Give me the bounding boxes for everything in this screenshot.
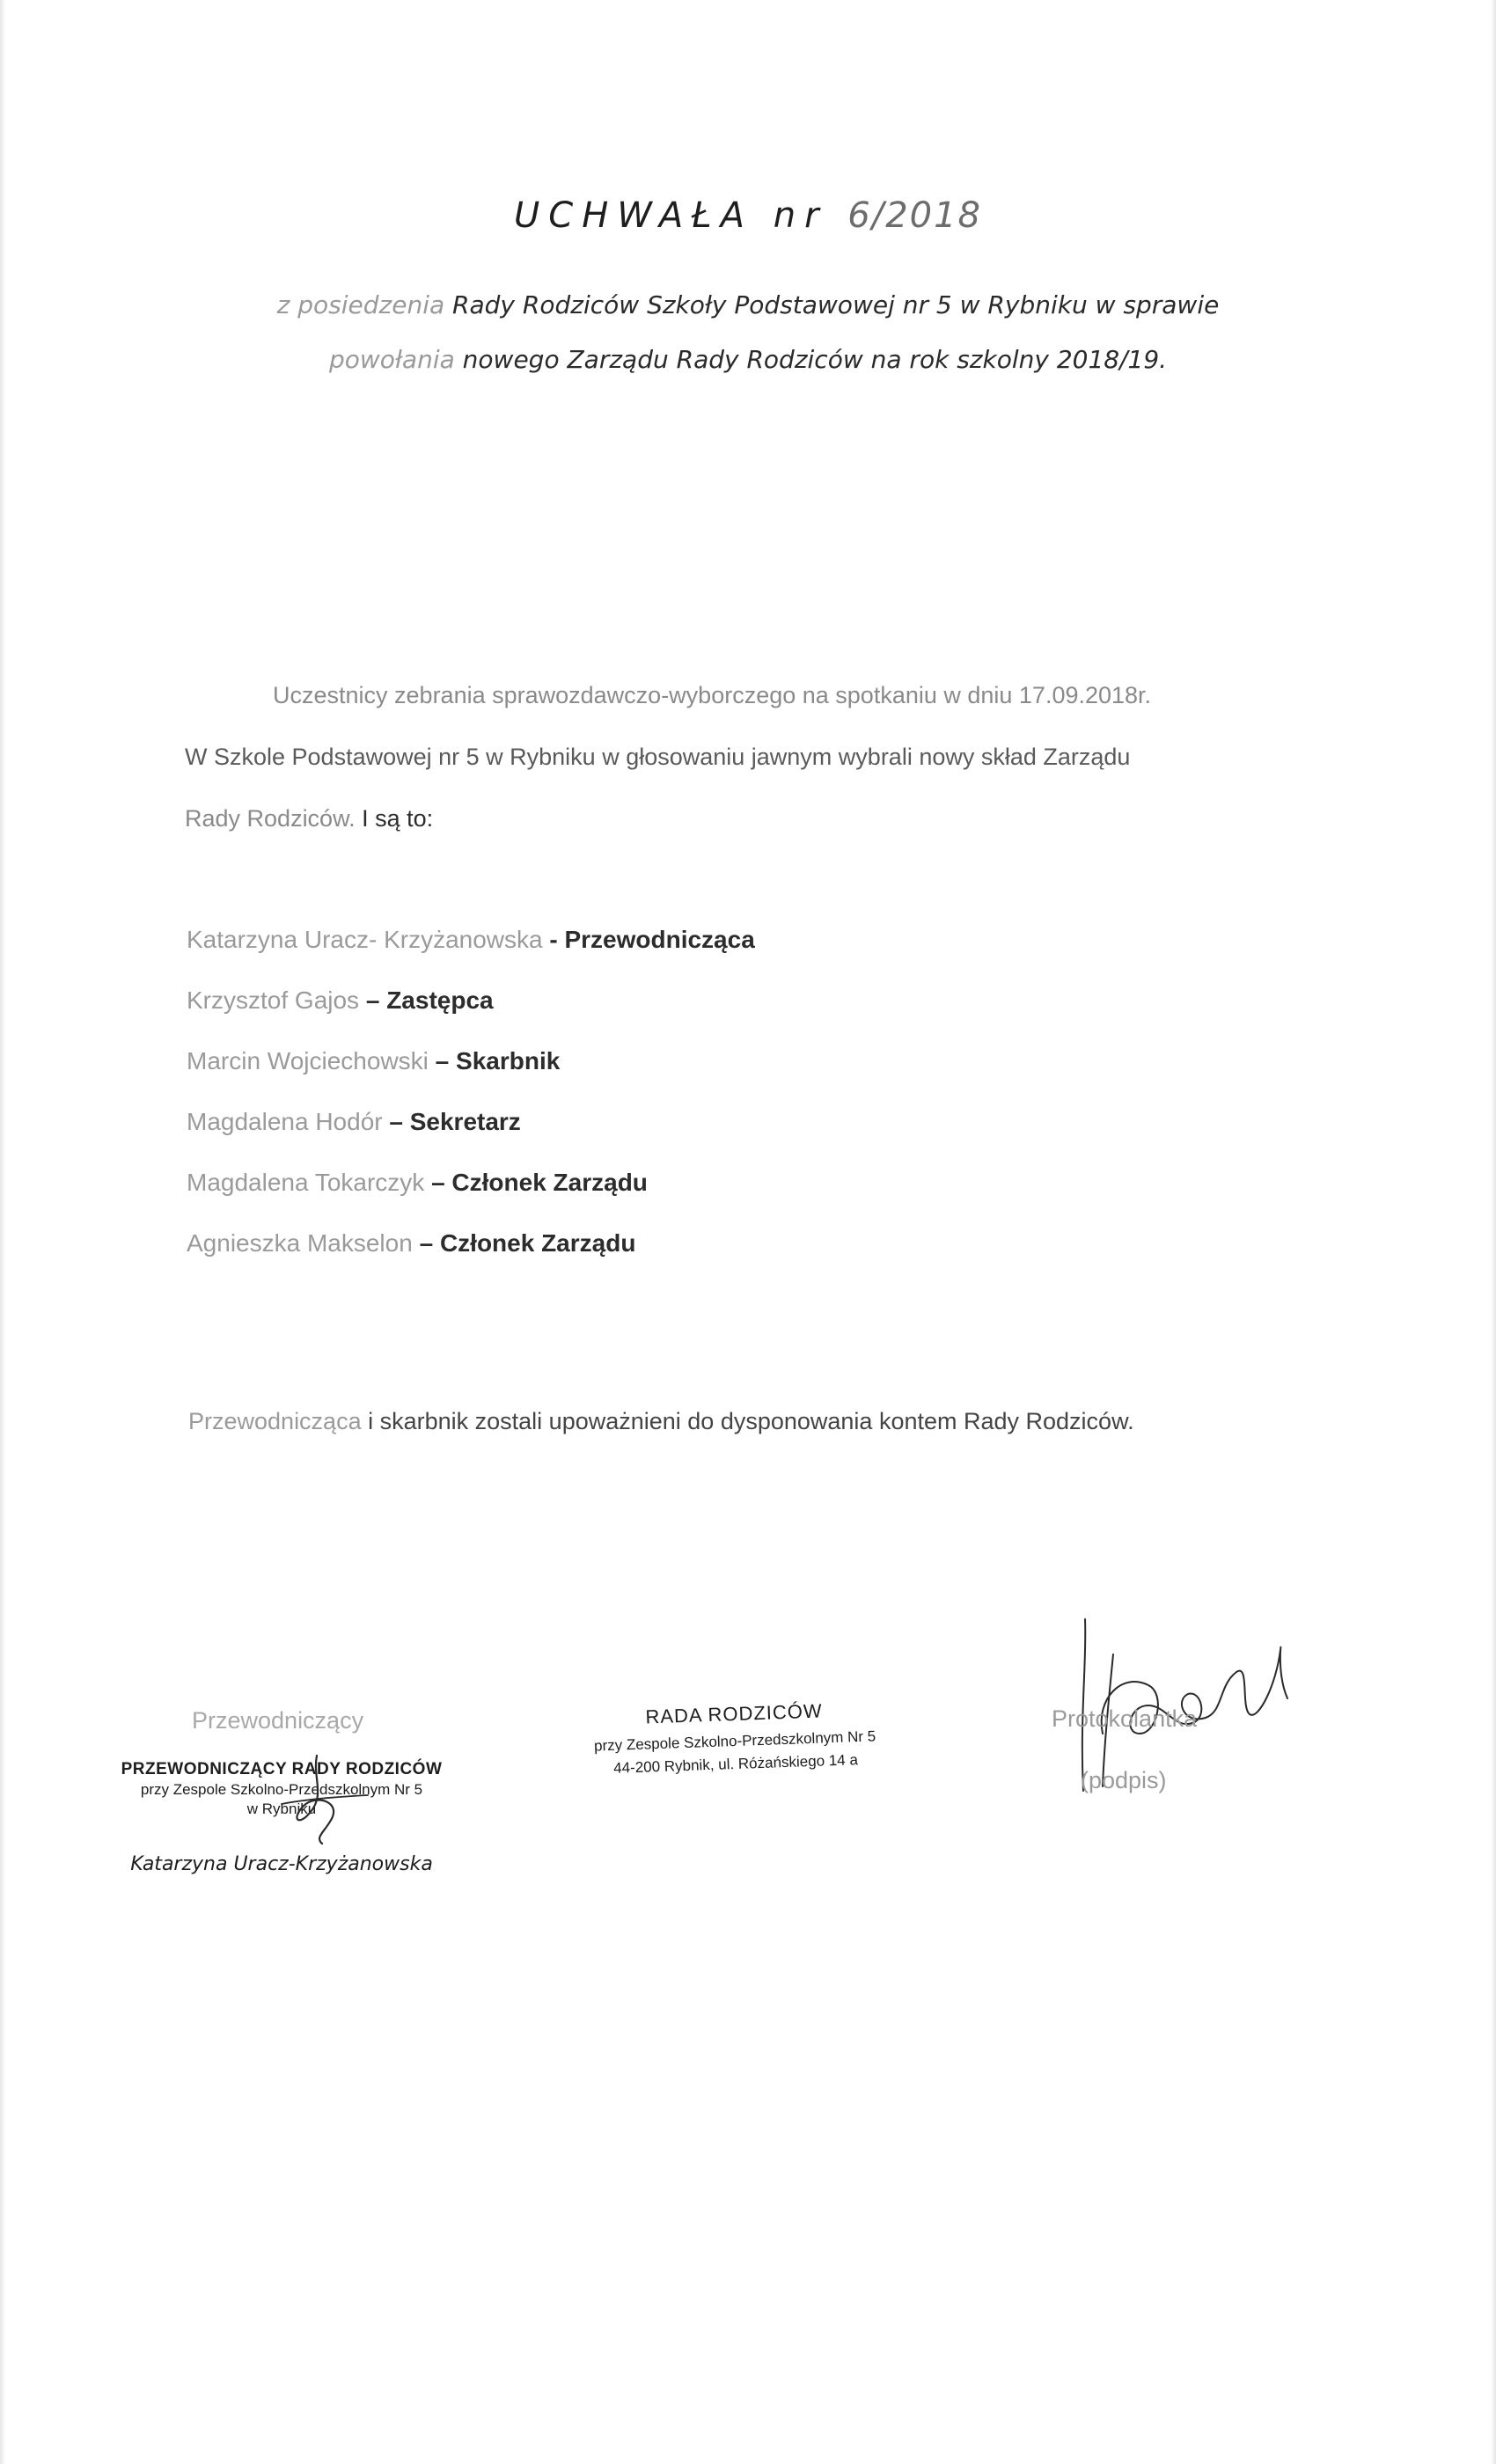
subtitle-line-1 <box>158 278 1338 333</box>
member-role: - Przewodnicząca <box>542 926 755 953</box>
member-item <box>187 926 755 986</box>
member-role: – Członek Zarządu <box>412 1229 636 1257</box>
closing-faint: Przewodnicząca <box>188 1408 362 1434</box>
council-stamp-title: RADA RODZICÓW <box>645 1699 824 1728</box>
recorder-signature-caption: (podpis) <box>1081 1767 1167 1793</box>
member-name: Katarzyna Uracz- Krzyżanowska <box>187 926 543 953</box>
member-name: Marcin Wojciechowski <box>187 1047 429 1074</box>
paragraph-vote: W Szkole Podstawowej nr 5 w Rybniku w głosowaniu jawnym wybrali nowy skład Zarządu <box>185 744 1131 770</box>
member-role: – Sekretarz <box>382 1108 521 1135</box>
member-item <box>187 1229 755 1290</box>
chairman-label: Przewodniczący <box>192 1707 364 1734</box>
recorder-label: Protokolantka <box>1052 1705 1198 1732</box>
council-stamp-address: 44-200 Rybnik, ul. Różańskiego 14 a <box>612 1751 859 1777</box>
scan-edge-left <box>0 0 5 2464</box>
subtitle-line-2-main: nowego Zarządu Rady Rodziców na rok szkolny 2018/19. <box>462 345 1168 374</box>
chairman-stamp-org: przy Zespole Szkolno-Przedszkolnym Nr 5 <box>140 1781 423 1798</box>
member-role: – Członek Zarządu <box>424 1169 648 1196</box>
closing-paragraph <box>188 1408 1134 1435</box>
board-members-list <box>187 926 755 1290</box>
subtitle-line-1-main: Rady Rodziców Szkoły Podstawowej nr 5 w Rybniku w sprawie <box>452 290 1220 319</box>
paragraph-meeting: Uczestnicy zebrania sprawozdawczo-wyborczego na spotkaniu w dniu 17.09.2018r. <box>273 682 1152 708</box>
member-name: Magdalena Hodór <box>187 1108 383 1135</box>
council-stamp-org: przy Zespole Szkolno-Przedszkolnym Nr 5 <box>593 1727 876 1755</box>
member-item <box>187 1169 755 1229</box>
paragraph-intro <box>185 805 1329 832</box>
chairman-stamp-name: Katarzyna Uracz-Krzyżanowska <box>130 1853 433 1875</box>
member-role: – Zastępca <box>359 986 494 1014</box>
paragraph-intro-main: I są to: <box>362 805 434 832</box>
member-item <box>187 1108 755 1169</box>
scan-edge-right <box>1491 0 1496 2464</box>
title-word: UCHWAŁA nr <box>513 195 828 236</box>
member-item <box>187 1047 755 1108</box>
member-item <box>187 986 755 1047</box>
document-title <box>0 195 1496 236</box>
title-number: 6/2018 <box>847 195 982 236</box>
subtitle-line-1-faint: z posiedzenia <box>276 290 445 319</box>
chairman-stamp-city: w Rybniku <box>246 1800 317 1817</box>
chairman-signature-icon <box>264 1751 378 1848</box>
member-name: Krzysztof Gajos <box>187 986 360 1014</box>
document-subtitle <box>158 278 1338 387</box>
subtitle-line-2-faint: powołania <box>328 345 455 374</box>
member-role: – Skarbnik <box>428 1047 561 1074</box>
chairman-stamp-title: PRZEWODNICZĄCY RADY RODZICÓW <box>121 1760 443 1778</box>
member-name: Magdalena Tokarczyk <box>187 1169 425 1196</box>
member-name: Agnieszka Makselon <box>187 1229 413 1257</box>
subtitle-line-2 <box>158 333 1338 387</box>
closing-main: i skarbnik zostali upoważnieni do dysponowania kontem Rady Rodziców. <box>368 1408 1134 1434</box>
paragraph-intro-faint: Rady Rodziców. <box>185 805 356 832</box>
council-stamp <box>562 1697 908 1779</box>
